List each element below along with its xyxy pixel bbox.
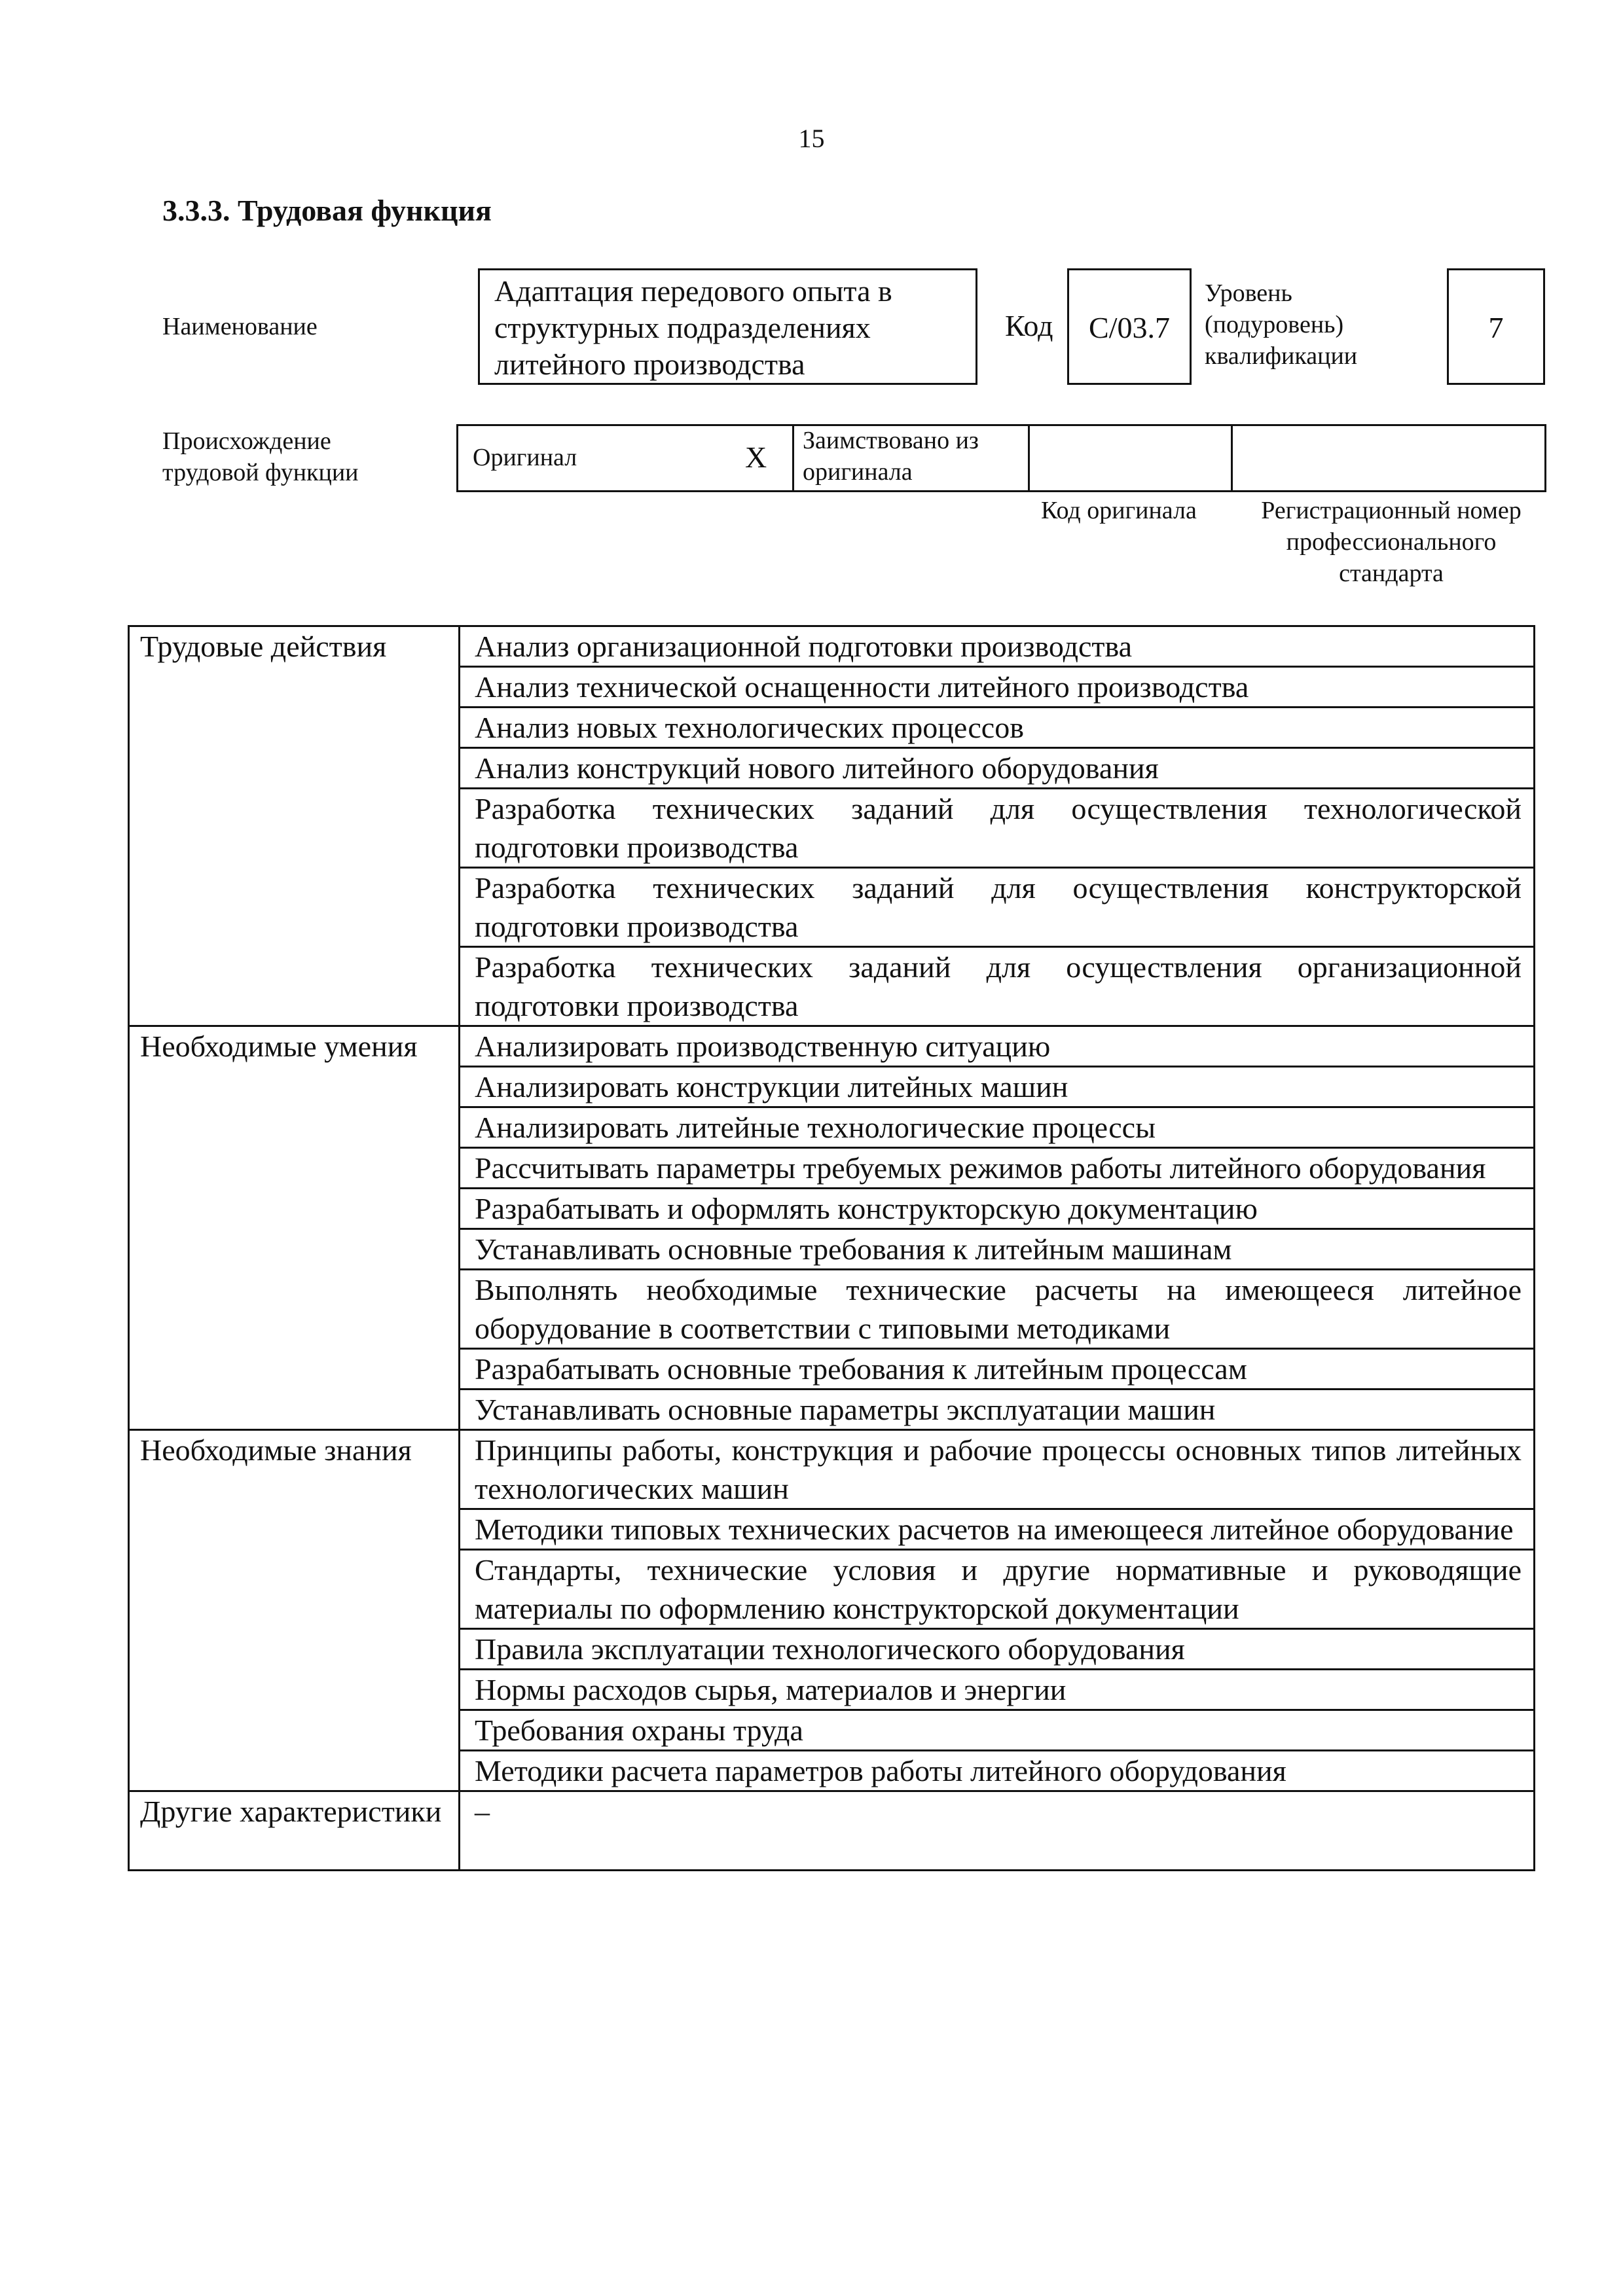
labor-actions-item: Анализ технической оснащенности литейного производства (460, 667, 1535, 708)
labor-actions-item: Анализ новых технологических процессов (460, 708, 1535, 748)
origin-divider-1 (792, 426, 794, 490)
name-label: Наименование (162, 313, 318, 340)
required-skills-item: Выполнять необходимые технические расчеты на имеющееся литейное оборудование в соответствии с типовыми методиками (460, 1270, 1535, 1349)
required-knowledge-item: Стандарты, технические условия и другие нормативные и руководящие материалы по оформлению конструкторской документации (460, 1550, 1535, 1629)
required-skills-item: Разрабатывать основные требования к литейным процессам (460, 1349, 1535, 1390)
required-knowledge-item: Нормы расходов сырья, материалов и энергии (460, 1670, 1535, 1710)
required-knowledge-item: Методики типовых технических расчетов на имеющееся литейное оборудование (460, 1509, 1535, 1550)
page-number: 15 (798, 124, 825, 153)
borrowed-label: Заимствовано из оригинала (803, 427, 979, 486)
labor-actions-item: Разработка технических заданий для осуществления организационной подготовки производства (460, 947, 1535, 1026)
required-skills-item: Устанавливать основные требования к литейным машинам (460, 1229, 1535, 1270)
labor-actions-label: Трудовые действия (129, 626, 460, 1026)
name-value: Адаптация передового опыта в структурных подразделениях литейного производства (494, 274, 892, 381)
labor-actions-item: Анализ конструкций нового литейного оборудования (460, 748, 1535, 789)
code-value-box (1067, 268, 1192, 385)
original-label: Оригинал (473, 444, 577, 471)
required-skills-label: Необходимые умения (129, 1026, 460, 1430)
labor-function-table-body (129, 626, 1535, 1871)
level-label: Уровень (подуровень) квалификации (1205, 279, 1358, 370)
origin-divider-3 (1231, 426, 1233, 490)
required-knowledge-item: Правила эксплуатации технологического оборудования (460, 1629, 1535, 1670)
required-knowledge-label: Необходимые знания (129, 1430, 460, 1791)
origin-box (456, 424, 1546, 492)
other-characteristics-label: Другие характеристики (129, 1791, 460, 1871)
required-knowledge-item: Принципы работы, конструкция и рабочие процессы основных типов литейных технологических машин (460, 1430, 1535, 1509)
table-row (129, 1026, 1535, 1067)
table-row (129, 1430, 1535, 1509)
section-title: 3.3.3. Трудовая функция (162, 194, 492, 227)
code-value: C/03.7 (1089, 311, 1170, 344)
required-skills-item: Анализировать конструкции литейных машин (460, 1067, 1535, 1107)
original-mark: X (745, 440, 767, 474)
required-knowledge-item: Методики расчета параметров работы литейного оборудования (460, 1751, 1535, 1791)
origin-divider-2 (1028, 426, 1030, 490)
required-skills-item: Разрабатывать и оформлять конструкторскую документацию (460, 1189, 1535, 1229)
required-skills-item: Анализировать производственную ситуацию (460, 1026, 1535, 1067)
name-value-box (478, 268, 977, 385)
table-row (129, 626, 1535, 667)
required-skills-item: Анализировать литейные технологические процессы (460, 1107, 1535, 1148)
origin-label: Происхождение трудовой функции (162, 427, 359, 486)
required-skills-item: Рассчитывать параметры требуемых режимов работы литейного оборудования (460, 1148, 1535, 1189)
other-characteristics-item: – (460, 1791, 1535, 1871)
code-original-caption: Код оригинала (1041, 497, 1197, 524)
labor-actions-item: Разработка технических заданий для осуществления технологической подготовки производства (460, 789, 1535, 868)
level-value-box (1447, 268, 1545, 385)
labor-actions-item: Разработка технических заданий для осуществления конструкторской подготовки производства (460, 868, 1535, 947)
table-row (129, 1791, 1535, 1871)
labor-actions-item: Анализ организационной подготовки производства (460, 626, 1535, 667)
level-value: 7 (1488, 311, 1504, 344)
reg-number-caption: Регистрационный номер профессионального стандарта (1261, 497, 1522, 587)
required-knowledge-item: Требования охраны труда (460, 1710, 1535, 1751)
labor-function-table (128, 625, 1535, 1871)
code-label: Код (1005, 309, 1053, 342)
required-skills-item: Устанавливать основные параметры эксплуатации машин (460, 1390, 1535, 1430)
